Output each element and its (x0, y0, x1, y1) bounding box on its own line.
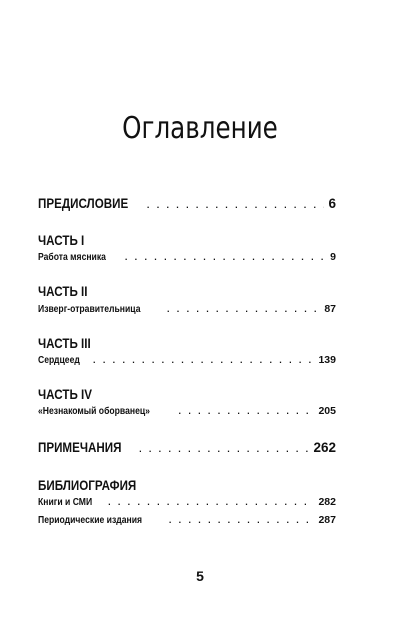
dot-leader (125, 252, 326, 262)
dot-leader (167, 304, 320, 314)
toc-part-heading: ЧАСТЬ III (38, 336, 91, 351)
toc-entry-bibliography-books[interactable] (38, 496, 336, 508)
toc-entry-page: 282 (318, 496, 336, 508)
toc-entry-page: 139 (318, 354, 336, 366)
dot-leader (179, 406, 315, 416)
toc-part-heading: ЧАСТЬ IV (38, 387, 92, 402)
toc-part-heading: ЧАСТЬ I (38, 233, 85, 248)
page-number: 5 (196, 568, 204, 584)
toc-entry-page: 87 (324, 303, 336, 315)
toc-entry-page: 262 (313, 440, 336, 455)
toc-entry-page: 9 (330, 251, 336, 263)
dot-leader (147, 200, 325, 210)
toc-entry-label: «Незнакомый оборванец» (38, 405, 150, 417)
toc-entry-label: Изверг-отравительница (38, 303, 141, 315)
dot-leader (139, 444, 309, 454)
toc-part-heading: ЧАСТЬ II (38, 284, 88, 299)
toc-entry-part2[interactable] (38, 303, 336, 315)
dot-leader (93, 355, 314, 365)
toc-entry-page: 287 (318, 514, 336, 526)
toc-entry-page: 6 (328, 196, 336, 211)
toc-entry-part3[interactable] (38, 354, 336, 366)
toc-entry-label: ПРИМЕЧАНИЯ (38, 440, 122, 455)
toc-entry-label: Книги и СМИ (38, 496, 93, 508)
toc-entry-label: Периодические издания (38, 514, 143, 526)
toc-entry-part4[interactable] (38, 405, 336, 417)
dot-leader (108, 497, 314, 507)
toc-entry-notes[interactable] (38, 440, 336, 455)
toc-entry-bibliography-periodicals[interactable] (38, 514, 336, 526)
toc-entry-label: Сердцеед (38, 354, 80, 366)
toc-entry-part1[interactable] (38, 251, 336, 263)
page-title: Оглавление (122, 111, 278, 146)
toc-entry-page: 205 (318, 405, 336, 417)
dot-leader (169, 515, 315, 525)
toc-bibliography-heading: БИБЛИОГРАФИЯ (38, 478, 137, 493)
toc-entry-preface[interactable] (38, 196, 336, 211)
toc-entry-label: Работа мясника (38, 251, 106, 263)
toc-entry-label: ПРЕДИСЛОВИЕ (38, 196, 129, 211)
